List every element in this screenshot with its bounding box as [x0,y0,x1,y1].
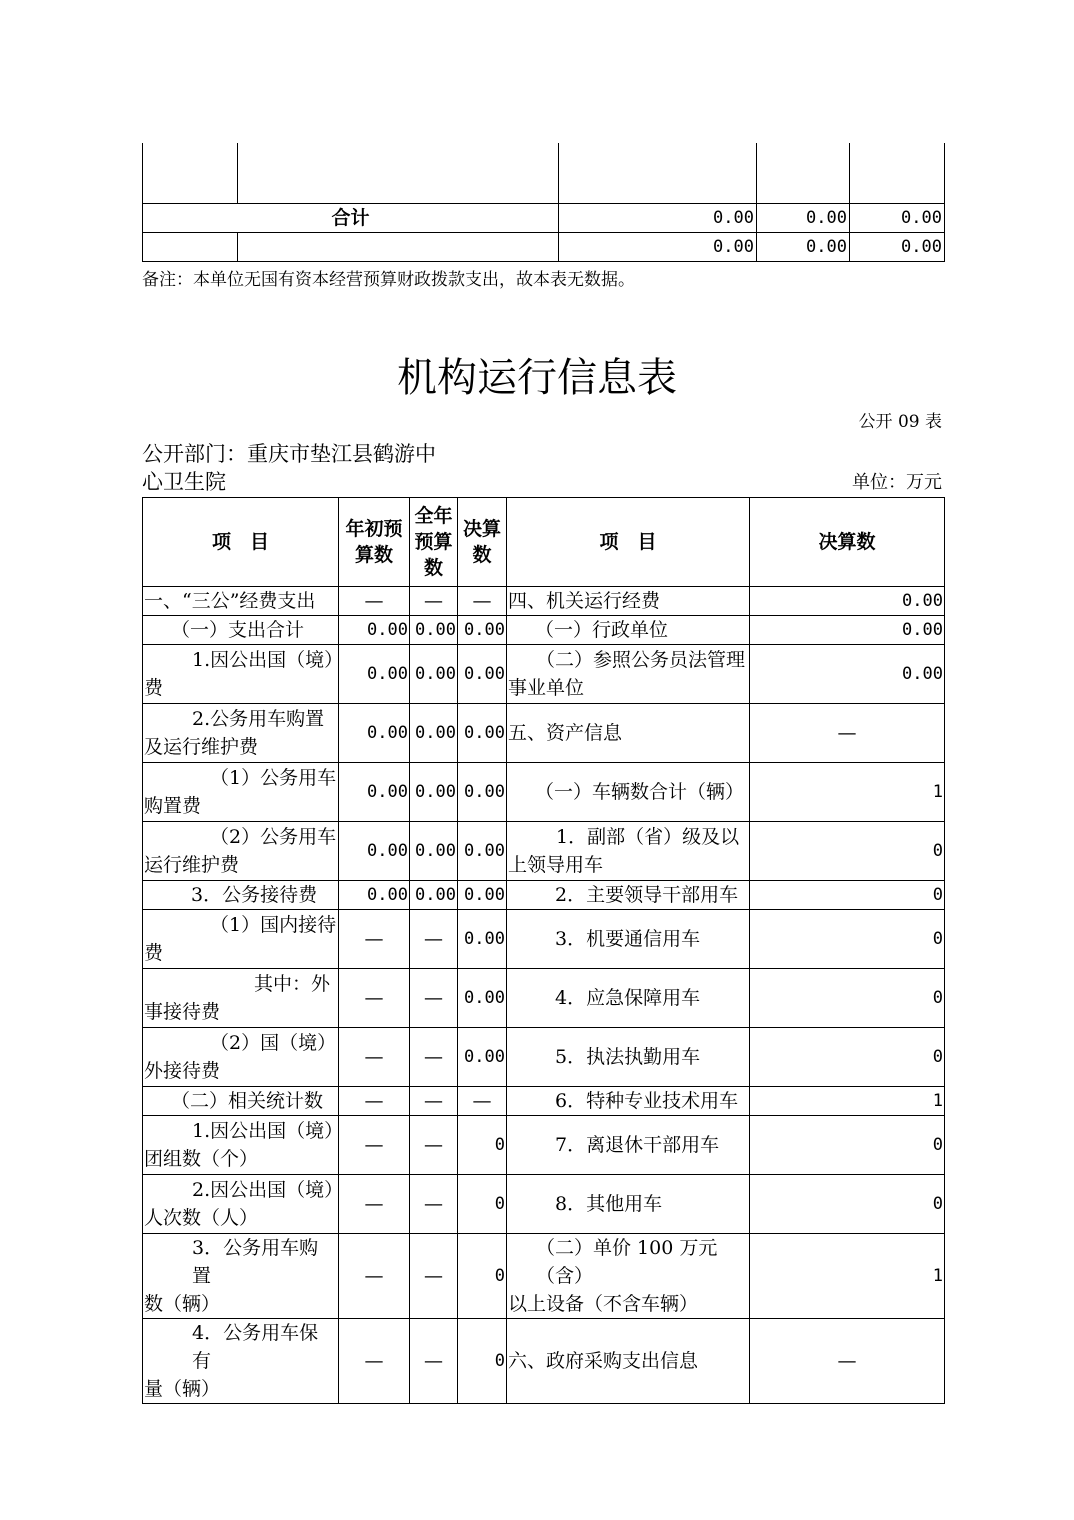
row-item-label-line2: 及运行维护费 [144,736,259,758]
row-item-label: （二）相关统计数 [143,1087,339,1116]
row-item-label-line2: 外接待费 [144,1060,221,1082]
row-right-label-line2: 上领导用车 [508,854,604,876]
row-right-label-line1: （二）参照公务员法管理 [536,649,746,671]
row-value-v1: — [339,910,410,969]
table-row [143,1234,945,1319]
row-right-item-label: （一）行政单位 [507,616,750,645]
row-value-v3: 0 [458,1234,507,1319]
row-value-v3: 0.00 [458,616,507,645]
row-value-v2: — [410,969,458,1028]
row-item-label-line2: 量（辆） [144,1378,221,1400]
row-value-v1: — [339,1116,410,1175]
row-value-v2: — [410,587,458,616]
row-item-label-line2: 数（辆） [144,1293,221,1315]
row-value-v3: 0.00 [458,645,507,704]
table-row [143,1116,945,1175]
row-item-label-line1: 1.因公出国（境） [192,649,344,671]
table-row [143,233,945,262]
row-right-value: 0 [750,1175,945,1234]
row-item-label-line1: 其中：外 [254,973,331,995]
table-row [143,143,945,204]
table-code: 公开 09 表 [858,412,942,432]
row-value-v2: — [410,1087,458,1116]
row-item-label-line2: 购置费 [144,795,202,817]
row-value-v3: 0.00 [458,969,507,1028]
row-right-label-line2: 事业单位 [508,677,585,699]
table-row [143,881,945,910]
row-value-v3: 0 [458,1175,507,1234]
row-right-value: 0 [750,881,945,910]
row-right-item-label: 五、资产信息 [507,704,750,763]
row-right-item-label: 6．特种专业技术用车 [507,1087,750,1116]
row-value-v2: 0.00 [410,645,458,704]
row-item-label [143,645,344,704]
row-right-value: 1 [750,1234,945,1319]
row-value-v3: 0.00 [458,881,507,910]
row-value-v3: 0.00 [458,763,507,822]
row-item-label [143,910,339,969]
row-item-label [143,763,339,822]
row-value-v1: — [339,969,410,1028]
row-value: 0.00 [850,233,945,262]
row-right-item-label: 4．应急保障用车 [507,969,750,1028]
row-value: 0.00 [559,233,757,262]
previous-table-fragment [142,143,945,262]
table-row [143,587,945,616]
row-right-label-line1: （二）单价 100 万元（含） [536,1237,718,1287]
row-value-v3: — [458,587,507,616]
table-row [143,1087,945,1116]
row-right-value: — [750,1319,945,1404]
row-right-item-label: 5．执法执勤用车 [507,1028,750,1087]
row-value-v1: — [339,1175,410,1234]
row-value-v1: — [339,1234,410,1319]
row-right-item-label: 六、政府采购支出信息 [507,1319,750,1404]
row-value-v2: 0.00 [410,881,458,910]
total-value: 0.00 [559,204,757,233]
table-row [143,1319,945,1404]
row-right-item-label [507,645,750,704]
page-title: 机构运行信息表 [397,355,677,401]
row-item-label-line1: （1）公务用车 [210,767,337,789]
row-value-v2: 0.00 [410,822,458,881]
row-value-v1: — [339,1087,410,1116]
table-row [143,822,945,881]
row-value-v1: — [339,1319,410,1404]
row-value-v1: — [339,1028,410,1087]
row-right-item-label: 四、机关运行经费 [507,587,750,616]
header-initial-budget: 年初预算数 [339,498,410,587]
row-right-item-label: 8．其他用车 [507,1175,750,1234]
row-item-label: 一、“三公”经费支出 [143,587,339,616]
total-value: 0.00 [757,204,850,233]
row-value-v2: — [410,910,458,969]
row-item-label-line2: 费 [144,942,164,964]
table-row [143,704,945,763]
row-value-v2: — [410,1319,458,1404]
row-value-v3: — [458,1087,507,1116]
row-right-item-label: 3．机要通信用车 [507,910,750,969]
header-full-year-budget: 全年预算数 [410,498,458,587]
row-item-label-line2: 运行维护费 [144,854,240,876]
total-row [143,204,945,233]
row-item-label-line1: 2.因公出国（境） [192,1179,344,1201]
row-item-label-line1: 4．公务用车保有 [192,1322,319,1372]
row-right-value: 0 [750,910,945,969]
table-row [143,1028,945,1087]
header-row [143,498,945,587]
row-value-v2: 0.00 [410,616,458,645]
total-value: 0.00 [850,204,945,233]
table-row [143,763,945,822]
row-value-v2: — [410,1234,458,1319]
department-line-2: 心卫生院 [142,470,226,494]
unit-label: 单位：万元 [852,472,942,493]
table-row [143,645,945,704]
row-right-item-label: 2．主要领导干部用车 [507,881,750,910]
row-right-value: — [750,704,945,763]
row-value-v3: 0.00 [458,704,507,763]
row-right-value: 1 [750,763,945,822]
table-row [143,910,945,969]
row-item-label-line2: 事接待费 [144,1001,221,1023]
row-value-v3: 0.00 [458,822,507,881]
institution-operation-table [142,497,945,1404]
row-item-label-line1: （2）公务用车 [210,826,337,848]
row-item-label: （一）支出合计 [143,616,339,645]
row-value-v1: 0.00 [339,645,410,704]
row-value-v3: 0 [458,1319,507,1404]
row-value-v3: 0.00 [458,1028,507,1087]
header-final-account-right: 决算数 [750,498,945,587]
row-value-v2: — [410,1028,458,1087]
total-label: 合计 [143,204,559,233]
row-item-label [143,1175,344,1234]
row-value: 0.00 [757,233,850,262]
row-right-value: 0.00 [750,616,945,645]
row-value-v1: 0.00 [339,822,410,881]
note: 备注：本单位无国有资本经营预算财政拨款支出，故本表无数据。 [142,270,635,290]
row-item-label [143,1234,339,1319]
row-right-label-line2: 以上设备（不含车辆） [508,1293,699,1315]
header-item-right: 项 目 [507,498,750,587]
row-right-label-line1: 1．副部（省）级及以 [556,826,740,848]
row-value-v2: — [410,1175,458,1234]
row-item-label-line2: 费 [144,677,164,699]
table-row [143,1175,945,1234]
row-item-label [143,704,339,763]
row-right-item-label [507,1234,750,1319]
row-value-v2: — [410,1116,458,1175]
row-value-v3: 0.00 [458,910,507,969]
row-right-value: 0 [750,822,945,881]
row-item-label [143,1319,339,1404]
row-value-v1: 0.00 [339,616,410,645]
header-final-account: 决算数 [458,498,507,587]
row-item-label-line1: （2）国（境） [210,1032,337,1054]
table-row [143,969,945,1028]
row-value-v1: 0.00 [339,704,410,763]
row-right-item-label: （一）车辆数合计（辆） [507,763,750,822]
row-item-label [143,822,339,881]
row-item-label [143,969,339,1028]
row-item-label [143,1116,344,1175]
row-right-value: 0.00 [750,587,945,616]
row-right-item-label [507,822,750,881]
row-item-label-line1: 2.公务用车购置 [192,708,325,730]
row-item-label-line2: 人次数（人） [144,1207,259,1229]
row-item-label [143,1028,339,1087]
row-item-label-line1: 1.因公出国（境） [192,1120,344,1142]
row-item-label-line1: （1）国内接待 [210,914,337,936]
table-row [143,616,945,645]
row-right-value: 0 [750,1116,945,1175]
department-line-1: 公开部门：重庆市垫江县鹤游中 [142,442,436,466]
row-item-label-line1: 3．公务用车购置 [192,1237,319,1287]
row-right-value: 1 [750,1087,945,1116]
row-item-label: 3．公务接待费 [143,881,339,910]
row-right-value: 0.00 [750,645,945,704]
row-value-v2: 0.00 [410,704,458,763]
row-value-v2: 0.00 [410,763,458,822]
row-value-v1: — [339,587,410,616]
row-item-label-line2: 团组数（个） [144,1148,259,1170]
row-value-v1: 0.00 [339,881,410,910]
header-item: 项 目 [143,498,339,587]
row-value-v1: 0.00 [339,763,410,822]
row-right-item-label: 7．离退休干部用车 [507,1116,750,1175]
row-value-v3: 0 [458,1116,507,1175]
row-right-value: 0 [750,969,945,1028]
row-right-value: 0 [750,1028,945,1087]
